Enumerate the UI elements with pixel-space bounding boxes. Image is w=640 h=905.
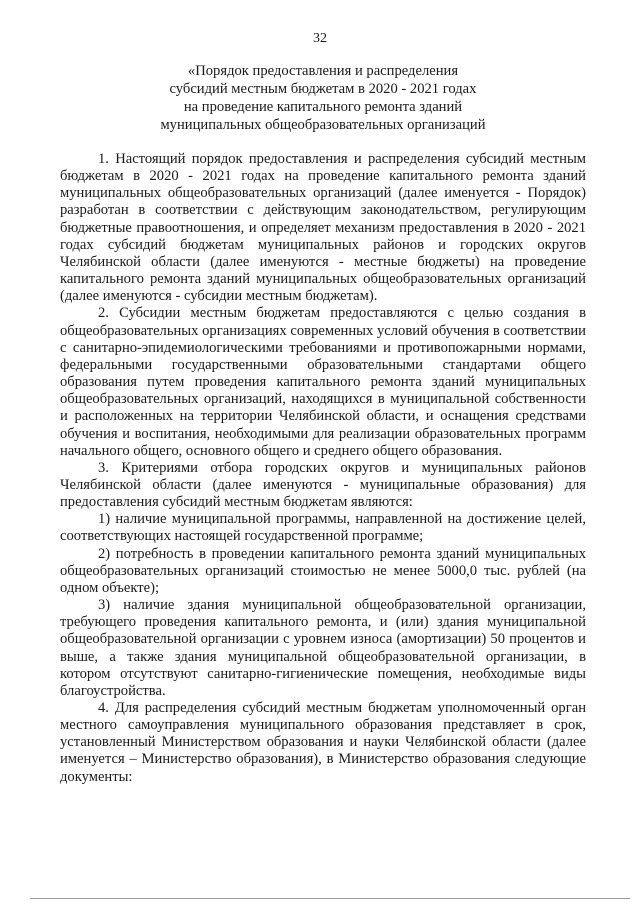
paragraph: 1) наличие муниципальной программы, направленной на достижение целей, соответствующих настоящей государственной программе; [60,511,586,545]
document-title [60,62,586,134]
paragraph: 1. Настоящий порядок предоставления и распределения субсидий местным бюджетам в 2020 - 2021 годах на проведение капитального ремонта зданий муниципальных общеобразовательных организаций (далее именуется - Порядок) разработан в соответствии с действующим законодательством, регулирующим бюджетные правоотношения, и определяет механизм предоставления в 2020 - 2021 годах субсидий бюджетам муниципальных районов и городских округов Челябинской области (далее именуются - местные бюджеты) на проведение капитального ремонта зданий муниципальных общеобразовательных организаций (далее именуются - субсидии местным бюджетам). [60,151,586,305]
paragraph: 2. Субсидии местным бюджетам предоставляются с целью создания в общеобразовательных организациях современных условий обучения в соответствии с санитарно-эпидемиологическими требованиями и противопожарными нормами, федеральными государственными образовательными стандартами общего образования путем проведения капитального ремонта зданий муниципальных общеобразовательных организаций, находящихся в муниципальной собственности и расположенных на территории Челябинской области, и оснащения средствами обучения и воспитания, необходимыми для реализации образовательных программ начального общего, основного общего и среднего общего образования. [60,305,586,459]
document-body [60,151,586,786]
paragraph: 3) наличие здания муниципальной общеобразовательной организации, требующего проведения капитального ремонта, и (или) здания муниципальной общеобразовательной организации с уровнем износа (амортизации) 50 процентов и выше, а также здания муниципальной общеобразовательной организации, в котором отсутствуют санитарно-гигиенические помещения, необходимые виды благоустройства. [60,597,586,699]
paragraph: 3. Критериями отбора городских округов и муниципальных районов Челябинской области (далее именуются - муниципальные образования) для предоставления субсидий местным бюджетам являются: [60,459,586,511]
title-line: муниципальных общеобразовательных организаций [160,117,486,133]
page-number: 32 [313,31,327,46]
paragraph: 2) потребность в проведении капитального ремонта зданий муниципальных общеобразовательных организаций стоимостью не менее 5000,0 тыс. рублей (на одном объекте); [60,545,586,596]
title-line: «Порядок предоставления и распределения [187,63,459,79]
title-line: субсидий местным бюджетам в 2020 - 2021 годах [169,81,477,97]
title-line: на проведение капитального ремонта зданий [183,99,463,115]
scan-edge-line [30,898,630,899]
paragraph: 4. Для распределения субсидий местным бюджетам уполномоченный орган местного самоуправления муниципального образования представляет в срок, установленный Министерством образования и науки Челябинской области (далее именуется – Министерство образования), в Министерство образования следующие документы: [60,700,586,785]
